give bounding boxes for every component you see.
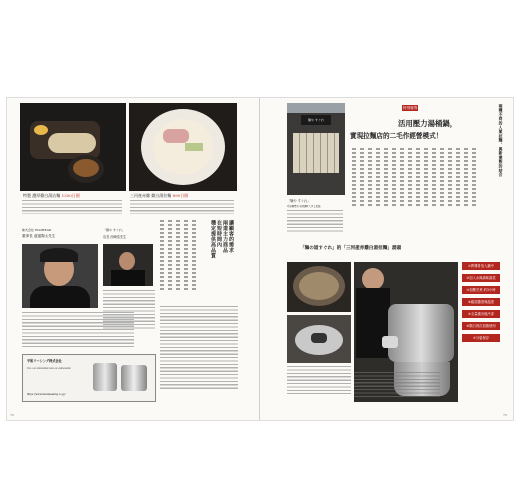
photo1-text — [22, 200, 122, 214]
photo2-price: 890日圓 — [172, 193, 189, 198]
left-body-col-4 — [184, 220, 188, 290]
right-body-col-4 — [376, 148, 380, 206]
photo-shop-front — [287, 103, 345, 195]
ad-company: 平和リーシング株式会社 — [27, 359, 62, 363]
step-3: ③加壓烹煮 約3小時 — [462, 286, 500, 294]
right-body-col-10 — [424, 148, 428, 206]
photo-ramen-bowl — [129, 103, 237, 191]
ad-url[interactable]: https://www.heiwaleasing.co.jp/ — [27, 393, 66, 396]
photo1-caption — [23, 193, 80, 199]
recipe-title: 「麺の道すぐれ」的「三河產赤雞白湯拉麵」湯頭 — [300, 246, 402, 251]
pressure-pot-image-2 — [121, 365, 147, 391]
headline-1: 活用壓力湯桶鍋， — [398, 119, 458, 128]
right-body-col-8 — [408, 148, 412, 206]
left-body-col-5 — [192, 220, 196, 290]
photo1-price: 1350日圓 — [61, 193, 80, 198]
staff1-name: 渡邊陽太先生 — [33, 234, 56, 238]
headline-2: 實現拉麵店的二毛作經營模式！ — [350, 132, 443, 140]
right-body-col-15 — [464, 148, 468, 206]
right-body-col-16 — [472, 148, 476, 206]
staff1-title: 董事長 — [22, 234, 33, 238]
ad-tel: TEL 045-XXX-XXXX FAX 045-XXX-XXXX — [27, 367, 71, 370]
right-body-col-14 — [456, 148, 460, 206]
right-body-col-3 — [368, 148, 372, 206]
shop-caption-2: 愛知縣豐川市御津町大字上佐脇 — [287, 205, 321, 208]
right-body-col-11 — [432, 148, 436, 206]
recipe-caption-2 — [354, 372, 440, 398]
right-page-number: 73 — [503, 413, 507, 417]
sidebar-vertical-heading: 兩種不同的人氣拉麵，與新業態的結合 — [499, 104, 504, 178]
left-page-number: 72 — [10, 413, 14, 417]
step-5: ⑤全量濾出後冷卻 — [462, 310, 500, 318]
staff1-role: 株式会社 EGGHEAD — [22, 228, 52, 232]
ad-box — [22, 354, 156, 402]
right-body-col-13 — [448, 148, 452, 206]
shop-sign: 麺や すぐれ — [301, 115, 331, 125]
staff2-name: 店長 西崎浩先生 — [103, 235, 127, 239]
section-tag: 特別報導 — [403, 106, 418, 110]
photo-tsukemen — [20, 103, 126, 191]
left-body-col-3 — [176, 220, 180, 290]
step-4: ④確認濃度與溫度 — [462, 298, 500, 306]
step-2: ②加入水與調味蔬菜 — [462, 274, 500, 282]
shop-caption-1: 「麺や すぐれ」 — [287, 199, 311, 203]
mid-heading-2: 兩道主力商品 — [222, 220, 228, 253]
staff2-role: 「麺や すぐれ」 — [103, 228, 125, 232]
shop-caption-body — [287, 210, 343, 232]
step-6: ⑥隔日再次加熱使用 — [462, 322, 500, 330]
photo2-text — [130, 200, 234, 214]
right-body-col-5 — [384, 148, 388, 206]
photo1-title: 濃厚雞白湯沾麵 — [32, 193, 61, 198]
pressure-pot-image-1 — [93, 363, 117, 391]
photo-manager — [103, 244, 153, 286]
photo2-brand: 三河產赤雞 — [130, 193, 150, 198]
right-body-col-9 — [416, 148, 420, 206]
right-body-col-2 — [360, 148, 364, 206]
recipe-caption-1 — [287, 366, 351, 394]
left-lower-body — [160, 306, 238, 390]
step-7: ⑦分裝保存 — [462, 334, 500, 342]
left-body-col-1 — [160, 220, 164, 290]
right-body-col-1 — [352, 148, 356, 206]
mid-heading-4: 穩定提供高品質 — [210, 220, 216, 259]
photo1-brand: 特製 — [23, 193, 31, 198]
mid-heading-1: 讓顧客的需求 — [228, 220, 234, 253]
photo-president — [22, 244, 98, 308]
photo-soup-pot — [287, 262, 351, 312]
right-body-col-7 — [400, 148, 404, 206]
page-gutter — [259, 98, 260, 420]
left-body-col-2 — [168, 220, 172, 290]
right-body-col-12 — [440, 148, 444, 206]
photo2-title: 雞白湯拉麵 — [151, 193, 172, 198]
right-body-col-6 — [392, 148, 396, 206]
step-1: ①將雞骨放入鍋中 — [462, 262, 500, 270]
photo-pot-lid — [287, 315, 351, 363]
photo2-caption — [130, 193, 188, 199]
mid-heading — [210, 220, 234, 298]
staff1-name-block — [22, 234, 56, 239]
manager-text — [103, 290, 155, 330]
mid-heading-3: 在短時間內 — [216, 220, 222, 248]
